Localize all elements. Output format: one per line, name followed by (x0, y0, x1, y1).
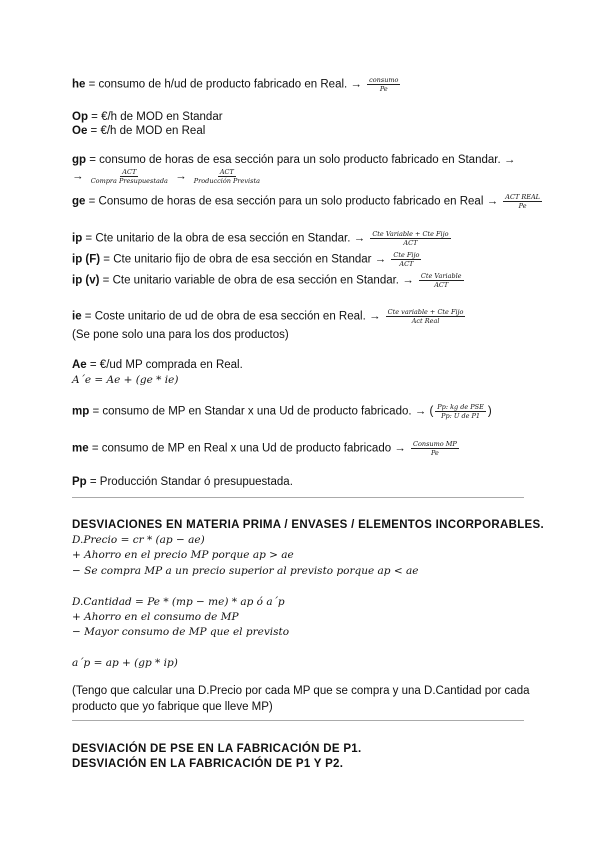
term: ip (v) (72, 274, 100, 287)
divider (72, 497, 524, 498)
fraction (419, 272, 464, 289)
definition: = Cte unitario fijo de obra de esa sección en Standar → (100, 253, 387, 266)
section-title-materia-prima: DESVIACIONES EN MATERIA PRIMA / ENVASES / ELEMENTOS INCORPORABLES. (72, 519, 544, 531)
def-ip-f (72, 251, 423, 268)
term: Oe (72, 125, 88, 137)
formula-d-cantidad: D.Cantidad = Pe * (mp − me) * ap ó a´p (72, 596, 285, 608)
def-gp-formula (72, 168, 264, 185)
numerator: Cte Fijo (393, 251, 420, 259)
numerator: consumo (369, 76, 399, 84)
def-ip-v (72, 272, 466, 289)
numerator: Cte Variable + Cte Fijo (372, 230, 449, 238)
definition: = Cte unitario variable de obra de esa sección en Standar. → (99, 274, 414, 287)
def-ie (72, 308, 467, 325)
note-line-1: (Tengo que calcular una D.Precio por cada MP que se compra y una D.Cantidad por cada (72, 685, 530, 697)
def-op (72, 110, 223, 124)
fraction (89, 168, 170, 185)
term: Pp (72, 476, 87, 488)
section-title-p1-p2: DESVIACIÓN EN LA FABRICACIÓN DE P1 Y P2. (72, 758, 344, 770)
precio-negative: − Se compra MP a un precio superior al previsto porque ap < ae (72, 565, 419, 577)
numerator: ACT (219, 168, 234, 176)
definition: = €/ud MP comprada en Real. (86, 359, 243, 371)
term: he (72, 78, 86, 91)
def-pp (72, 475, 293, 489)
def-me (72, 440, 461, 457)
definition: = consumo de MP en Standar x una Ud de producto fabricado. → ( (89, 405, 434, 418)
fraction (192, 168, 262, 185)
term: mp (72, 405, 90, 418)
formula-ap: a´p = ap + (gp * ip) (72, 657, 178, 669)
paren: ) (487, 405, 492, 418)
formula-ae: A´e = Ae + (ge * ie) (72, 374, 179, 386)
denominator: ACT (434, 281, 449, 289)
denominator: ACT (399, 260, 414, 268)
note-line-2: producto que yo fabrique que lleve MP) (72, 701, 273, 713)
denominator: Producción Prevista (193, 177, 260, 185)
fraction (370, 230, 450, 247)
def-ip (72, 230, 453, 247)
numerator: Cte variable + Cte Fijo (387, 308, 464, 316)
definition: = Consumo de horas de esa sección para un solo producto fabricado en Real → (85, 195, 499, 208)
fraction (386, 308, 466, 325)
denominator: Pp: U de P1 (441, 412, 481, 420)
def-ge (72, 193, 544, 210)
numerator: Consumo MP (413, 440, 457, 448)
denominator: Pe (430, 449, 439, 457)
def-oe (72, 124, 205, 138)
numerator: ACT REAL (505, 193, 540, 201)
cantidad-positive: + Ahorro en el consumo de MP (72, 611, 239, 623)
fraction (367, 76, 400, 93)
fraction (411, 440, 459, 457)
term: ip (F) (72, 253, 101, 266)
fraction (391, 251, 421, 268)
term: ge (72, 195, 86, 208)
denominator: Pe (379, 85, 388, 93)
formula-d-precio: D.Precio = cr * (ap − ae) (72, 534, 205, 546)
term: Ae (72, 359, 87, 371)
definition: = Coste unitario de ud de obra de esa sección en Real. → (81, 310, 381, 323)
term: Op (72, 111, 88, 123)
term: ip (72, 232, 83, 245)
note-ie: (Se pone solo una para los dos productos) (72, 329, 289, 341)
term: gp (72, 154, 87, 166)
arrow: → (72, 170, 84, 183)
fraction (503, 193, 542, 210)
fraction (435, 403, 486, 420)
denominator: ACT (403, 239, 418, 247)
numerator: Cte Variable (420, 272, 462, 280)
def-gp (72, 153, 515, 167)
definition: = consumo de h/ud de producto fabricado en Real. → (85, 78, 362, 91)
denominator: Pe (518, 202, 527, 210)
def-ae (72, 358, 243, 372)
term: ie (72, 310, 82, 323)
definition: = Producción Standar ó presupuestada. (86, 476, 293, 488)
definition: = consumo de horas de esa sección para un solo producto fabricado en Standar. → (86, 154, 516, 166)
def-mp (72, 403, 492, 420)
arrow: → (175, 170, 187, 183)
def-he (72, 76, 402, 93)
precio-positive: + Ahorro en el precio MP porque ap > ae (72, 549, 294, 561)
term: me (72, 442, 89, 455)
cantidad-negative: − Mayor consumo de MP que el previsto (72, 626, 290, 638)
definition: = €/h de MOD en Real (87, 125, 206, 137)
section-title-pse: DESVIACIÓN DE PSE EN LA FABRICACIÓN DE P1. (72, 743, 362, 755)
denominator: Act Real (411, 317, 440, 325)
numerator: Pp: kg de PSE (437, 403, 484, 411)
definition: = €/h de MOD en Standar (87, 111, 223, 123)
divider (72, 720, 524, 721)
definition: = consumo de MP en Real x una Ud de producto fabricado → (88, 442, 406, 455)
numerator: ACT (122, 168, 137, 176)
denominator: Compra Presupuestada (90, 177, 168, 185)
definition: = Cte unitario de la obra de esa sección en Standar. → (82, 232, 366, 245)
